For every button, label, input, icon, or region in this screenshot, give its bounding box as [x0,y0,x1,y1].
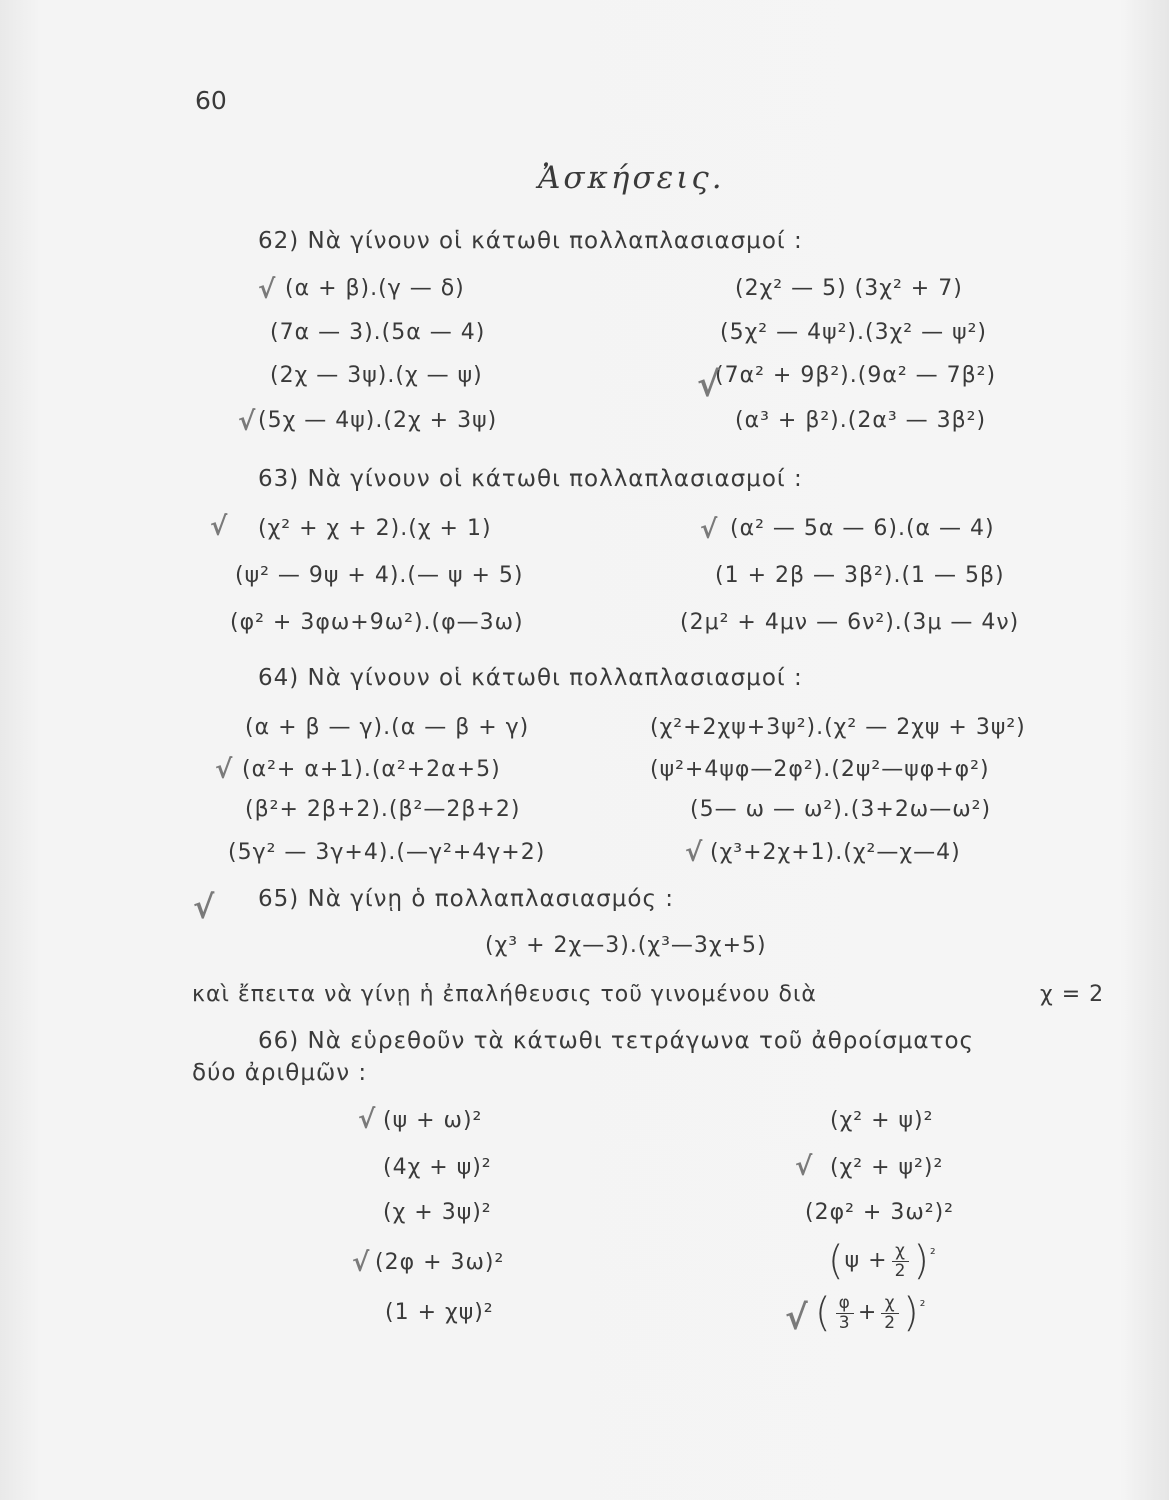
fraction-chi-over-2: $\frac{\chi}{2}$ [892,1242,910,1281]
ex64-left-3: (β²+ 2β+2).(β²—2β+2) [245,797,521,822]
ex62-right-1: (2χ² — 5) (3χ² + 7) [735,276,963,301]
check-mark-icon: √ [215,755,233,785]
ex64-right-3: (5— ω — ω²).(3+2ω—ω²) [690,797,992,822]
ex66-left-3: (χ + 3ψ)² [383,1200,492,1225]
page-title: Ἀσκήσεις. [538,160,725,196]
ex66-right-4: (ψ + $\frac{\chi}{2}$ )$^{^2}$ [828,1238,937,1284]
ex64-left-2: (α²+ α+1).(α²+2α+5) [242,757,501,782]
check-mark-icon: √ [210,512,228,542]
ex66-left-5: (1 + χψ)² [385,1300,494,1325]
ex63-right-1: (α² — 5α — 6).(α — 4) [730,516,995,541]
exercise-66-heading: 66) Νὰ εὑρεθοῦν τὰ κάτωθι τετράγωνα τοῦ ἀθροίσματος [258,1028,975,1054]
check-mark-icon: √ [785,1298,808,1338]
fraction-phi-over-3: $\frac{\varphi}{3}$ [836,1294,854,1333]
ex65-verification-text: καὶ ἔπειτα νὰ γίνῃ ἡ ἐπαλήθευσις τοῦ γινομένου διὰ [192,982,817,1007]
ex62-right-2: (5χ² — 4ψ²).(3χ² — ψ²) [720,320,988,345]
ex63-left-1: (χ² + χ + 2).(χ + 1) [258,516,492,541]
check-mark-icon: √ [358,1105,376,1135]
ex66-left-4: (2φ + 3ω)² [375,1250,505,1275]
ex62-left-2: (7α — 3).(5α — 4) [270,320,486,345]
ex66-left-2: (4χ + ψ)² [383,1155,492,1180]
check-mark-icon: √ [700,515,718,545]
ex63-left-2: (ψ² — 9ψ + 4).(— ψ + 5) [235,563,524,588]
fraction-chi-over-2: $\frac{\chi}{2}$ [881,1294,899,1333]
ex62-left-1: (α + β).(γ — δ) [285,276,465,301]
ex65-expression: (χ³ + 2χ—3).(χ³—3χ+5) [485,933,767,958]
ex64-left-1: (α + β — γ).(α — β + γ) [245,715,530,740]
ex63-right-2: (1 + 2β — 3β²).(1 — 5β) [715,563,1005,588]
page-number: 60 [195,86,227,115]
check-mark-icon: √ [685,838,703,868]
check-mark-icon: √ [697,365,720,405]
ex65-verification-value: χ = 2 [1040,982,1105,1007]
ex64-right-2: (ψ²+4ψφ—2φ²).(2ψ²—ψφ+φ²) [650,757,990,782]
check-mark-icon: √ [193,888,215,926]
ex66-right-5: ( $\frac{\varphi}{3}$ + $\frac{\chi}{2}$ )$^{^2}$ [815,1290,927,1336]
exercise-63-heading: 63) Νὰ γίνουν οἱ κάτωθι πολλαπλασιασμοί : [258,466,803,492]
ex64-left-4: (5γ² — 3γ+4).(—γ²+4γ+2) [228,840,546,865]
ex66-right-3: (2φ² + 3ω²)² [805,1200,954,1225]
check-mark-icon: √ [258,275,276,305]
ex63-left-3: (φ² + 3φω+9ω²).(φ—3ω) [230,610,524,635]
exercise-66-heading-cont: δύο ἀριθμῶν : [192,1060,368,1086]
ex64-right-1: (χ²+2χψ+3ψ²).(χ² — 2χψ + 3ψ²) [650,715,1026,740]
ex62-left-4: (5χ — 4ψ).(2χ + 3ψ) [258,408,498,433]
check-mark-icon: √ [795,1152,813,1182]
ex66-right-1: (χ² + ψ)² [830,1108,934,1133]
ex63-right-3: (2μ² + 4μν — 6ν²).(3μ — 4ν) [680,610,1020,635]
check-mark-icon: √ [238,407,256,437]
ex62-right-3: (7α² + 9β²).(9α² — 7β²) [715,363,997,388]
ex62-right-4: (α³ + β²).(2α³ — 3β²) [735,408,987,433]
ex62-left-3: (2χ — 3ψ).(χ — ψ) [270,363,483,388]
ex64-right-4: (χ³+2χ+1).(χ²—χ—4) [710,840,961,865]
exercise-64-heading: 64) Νὰ γίνουν οἱ κάτωθι πολλαπλασιασμοί : [258,665,803,691]
exercise-62-heading: 62) Νὰ γίνουν οἱ κάτωθι πολλαπλασιασμοί : [258,228,803,254]
exercise-65-heading: 65) Νὰ γίνῃ ὁ πολλαπλασιασμός : [258,886,675,912]
ex66-right-2: (χ² + ψ²)² [830,1155,944,1180]
ex66-left-1: (ψ + ω)² [383,1108,483,1133]
check-mark-icon: √ [352,1248,370,1278]
